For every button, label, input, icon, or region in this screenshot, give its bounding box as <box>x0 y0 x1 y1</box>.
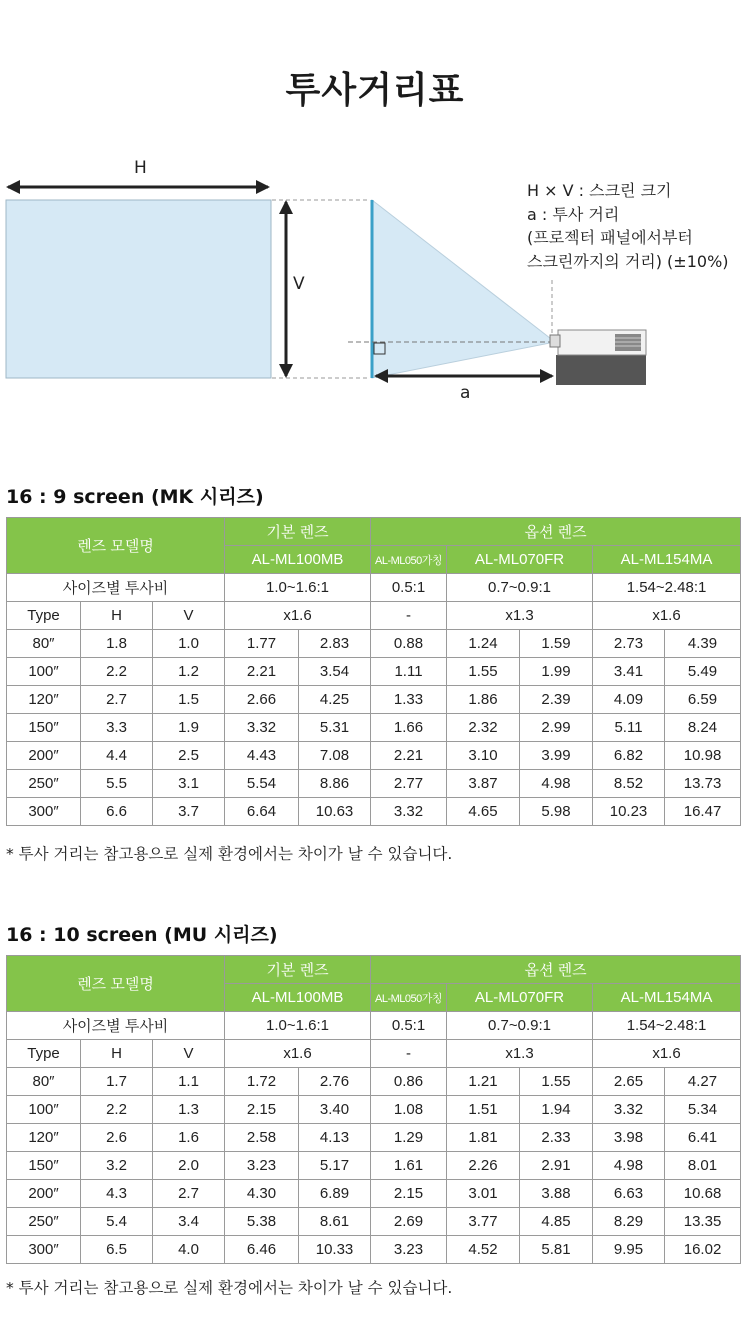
table-cell: 3.4 <box>153 1208 225 1236</box>
screen-size-cell: 100″ <box>7 1096 81 1124</box>
table-cell: 2.0 <box>153 1152 225 1180</box>
table-cell: 5.17 <box>299 1152 371 1180</box>
table-cell: 3.54 <box>299 658 371 686</box>
table-cell: 2.39 <box>520 686 593 714</box>
table-cell: 2.2 <box>81 1096 153 1124</box>
screen-size-cell: 300″ <box>7 1236 81 1264</box>
v-label: V <box>293 274 305 294</box>
table-cell: 6.46 <box>225 1236 299 1264</box>
table-cell: 4.39 <box>665 630 741 658</box>
screen-size-cell: 250″ <box>7 770 81 798</box>
model-header: 렌즈 모델명 <box>7 518 225 574</box>
table-cell: 4.65 <box>447 798 520 826</box>
table-cell: 8.86 <box>299 770 371 798</box>
table-cell: 2.2 <box>81 658 153 686</box>
table-cell: 3.32 <box>225 714 299 742</box>
ratio-label: 사이즈별 투사비 <box>7 574 225 602</box>
model-name: AL-ML154MA <box>593 546 741 574</box>
zoom-value: - <box>371 1040 447 1068</box>
a-label: a <box>460 383 471 403</box>
option-lens-header: 옵션 렌즈 <box>371 956 741 984</box>
ratio-value: 1.0~1.6:1 <box>225 1012 371 1040</box>
table-cell: 2.21 <box>371 742 447 770</box>
table-row <box>7 1208 741 1236</box>
table-cell: 5.81 <box>520 1236 593 1264</box>
table-cell: 0.88 <box>371 630 447 658</box>
table-row <box>7 630 741 658</box>
table-cell: 5.38 <box>225 1208 299 1236</box>
table-cell: 2.91 <box>520 1152 593 1180</box>
table-cell: 10.33 <box>299 1236 371 1264</box>
table-cell: 1.5 <box>153 686 225 714</box>
col-h: H <box>81 602 153 630</box>
table-cell: 1.81 <box>447 1124 520 1152</box>
table-cell: 2.65 <box>593 1068 665 1096</box>
a-arrow-right-head <box>540 369 554 383</box>
col-v: V <box>153 1040 225 1068</box>
table-cell: 2.7 <box>153 1180 225 1208</box>
table-cell: 4.27 <box>665 1068 741 1096</box>
table-cell: 2.77 <box>371 770 447 798</box>
screen-size-cell: 150″ <box>7 1152 81 1180</box>
model-name: AL-ML100MB <box>225 546 371 574</box>
table-cell: 4.09 <box>593 686 665 714</box>
legend-line: (프로젝터 패널에서부터 <box>527 228 693 247</box>
diagram-legend <box>527 179 729 273</box>
table-cell: 1.51 <box>447 1096 520 1124</box>
table-cell: 1.1 <box>153 1068 225 1096</box>
table-cell: 4.25 <box>299 686 371 714</box>
table-cell: 3.77 <box>447 1208 520 1236</box>
zoom-value: - <box>371 602 447 630</box>
table-cell: 2.5 <box>153 742 225 770</box>
table-cell: 1.21 <box>447 1068 520 1096</box>
table-cell: 5.49 <box>665 658 741 686</box>
table-cell: 1.8 <box>81 630 153 658</box>
table-cell: 4.0 <box>153 1236 225 1264</box>
table-cell: 6.82 <box>593 742 665 770</box>
table-cell: 8.61 <box>299 1208 371 1236</box>
screen-size-cell: 80″ <box>7 1068 81 1096</box>
section-title-16-9: 16 : 9 screen (MK 시리즈) <box>6 486 264 508</box>
table-cell: 5.34 <box>665 1096 741 1124</box>
ratio-value: 0.7~0.9:1 <box>447 574 593 602</box>
table-cell: 0.86 <box>371 1068 447 1096</box>
table-cell: 3.23 <box>371 1236 447 1264</box>
table-row <box>7 1152 741 1180</box>
table-cell: 2.66 <box>225 686 299 714</box>
table-cell: 1.86 <box>447 686 520 714</box>
table-cell: 1.77 <box>225 630 299 658</box>
table-row <box>7 1236 741 1264</box>
table-cell: 6.63 <box>593 1180 665 1208</box>
table-row <box>7 798 741 826</box>
table-cell: 1.2 <box>153 658 225 686</box>
ratio-value: 0.5:1 <box>371 1012 447 1040</box>
table-cell: 2.76 <box>299 1068 371 1096</box>
option-lens-header: 옵션 렌즈 <box>371 518 741 546</box>
table-cell: 2.83 <box>299 630 371 658</box>
table-cell: 8.52 <box>593 770 665 798</box>
h-arrow-right-head <box>256 180 270 194</box>
table-cell: 1.61 <box>371 1152 447 1180</box>
table-cell: 3.23 <box>225 1152 299 1180</box>
table-cell: 5.98 <box>520 798 593 826</box>
table-cell: 2.21 <box>225 658 299 686</box>
table-cell: 13.35 <box>665 1208 741 1236</box>
table-cell: 5.4 <box>81 1208 153 1236</box>
table-row <box>7 742 741 770</box>
table-cell: 3.1 <box>153 770 225 798</box>
table-cell: 1.55 <box>520 1068 593 1096</box>
screen-front <box>6 200 271 378</box>
table-cell: 10.63 <box>299 798 371 826</box>
table-cell: 5.5 <box>81 770 153 798</box>
table-cell: 2.58 <box>225 1124 299 1152</box>
throw-distance-table-16-9 <box>6 517 741 826</box>
legend-line: a : 투사 거리 <box>527 204 620 224</box>
table-cell: 10.23 <box>593 798 665 826</box>
col-type: Type <box>7 1040 81 1068</box>
table-cell: 4.52 <box>447 1236 520 1264</box>
section-title-16-10: 16 : 10 screen (MU 시리즈) <box>6 924 278 946</box>
screen-size-cell: 250″ <box>7 1208 81 1236</box>
table-cell: 4.4 <box>81 742 153 770</box>
table-cell: 2.69 <box>371 1208 447 1236</box>
table-cell: 8.24 <box>665 714 741 742</box>
table-cell: 1.29 <box>371 1124 447 1152</box>
ratio-value: 1.54~2.48:1 <box>593 574 741 602</box>
table-cell: 2.33 <box>520 1124 593 1152</box>
page-title: 투사거리표 <box>285 70 465 111</box>
table-cell: 1.72 <box>225 1068 299 1096</box>
zoom-value: x1.3 <box>447 602 593 630</box>
screen-size-cell: 300″ <box>7 798 81 826</box>
table-cell: 1.33 <box>371 686 447 714</box>
table-cell: 1.59 <box>520 630 593 658</box>
ratio-value: 0.7~0.9:1 <box>447 1012 593 1040</box>
table-cell: 8.29 <box>593 1208 665 1236</box>
table-cell: 2.26 <box>447 1152 520 1180</box>
model-name: AL-ML070FR <box>447 546 593 574</box>
table-cell: 10.98 <box>665 742 741 770</box>
model-name: AL-ML154MA <box>593 984 741 1012</box>
table-cell: 1.08 <box>371 1096 447 1124</box>
zoom-value: x1.6 <box>593 602 741 630</box>
screen-size-cell: 120″ <box>7 686 81 714</box>
zoom-value: x1.3 <box>447 1040 593 1068</box>
table-cell: 1.94 <box>520 1096 593 1124</box>
table-cell: 3.10 <box>447 742 520 770</box>
table-cell: 1.99 <box>520 658 593 686</box>
table-cell: 3.3 <box>81 714 153 742</box>
table-row <box>7 686 741 714</box>
v-arrow-top-head <box>279 200 293 214</box>
table-row <box>7 714 741 742</box>
table-cell: 3.99 <box>520 742 593 770</box>
zoom-value: x1.6 <box>225 602 371 630</box>
table-cell: 9.95 <box>593 1236 665 1264</box>
model-name: AL-ML050가칭 <box>371 546 447 574</box>
table-row <box>7 1068 741 1096</box>
ratio-label: 사이즈별 투사비 <box>7 1012 225 1040</box>
model-header: 렌즈 모델명 <box>7 956 225 1012</box>
table-row <box>7 1180 741 1208</box>
table-cell: 3.2 <box>81 1152 153 1180</box>
table-row <box>7 1124 741 1152</box>
ratio-value: 1.54~2.48:1 <box>593 1012 741 1040</box>
screen-size-cell: 120″ <box>7 1124 81 1152</box>
table-row <box>7 658 741 686</box>
table-row <box>7 770 741 798</box>
table-cell: 4.85 <box>520 1208 593 1236</box>
col-h: H <box>81 1040 153 1068</box>
table-cell: 3.88 <box>520 1180 593 1208</box>
table-cell: 10.68 <box>665 1180 741 1208</box>
table-cell: 4.30 <box>225 1180 299 1208</box>
table-cell: 5.11 <box>593 714 665 742</box>
table-cell: 3.01 <box>447 1180 520 1208</box>
zoom-value: x1.6 <box>593 1040 741 1068</box>
zoom-value: x1.6 <box>225 1040 371 1068</box>
footnote-16-9: * 투사 거리는 참고용으로 실제 환경에서는 차이가 날 수 있습니다. <box>6 845 453 863</box>
table-cell: 2.15 <box>225 1096 299 1124</box>
table-cell: 2.6 <box>81 1124 153 1152</box>
table-cell: 4.3 <box>81 1180 153 1208</box>
model-name: AL-ML070FR <box>447 984 593 1012</box>
table-cell: 3.87 <box>447 770 520 798</box>
screen-size-cell: 200″ <box>7 742 81 770</box>
basic-lens-header: 기본 렌즈 <box>225 518 371 546</box>
table-cell: 4.98 <box>520 770 593 798</box>
table-cell: 5.54 <box>225 770 299 798</box>
table-cell: 2.73 <box>593 630 665 658</box>
legend-line: 스크린까지의 거리) (±10%) <box>527 251 729 271</box>
table-cell: 7.08 <box>299 742 371 770</box>
h-arrow-left-head <box>6 180 20 194</box>
projector-icon <box>550 330 646 385</box>
table-cell: 6.64 <box>225 798 299 826</box>
table-cell: 16.47 <box>665 798 741 826</box>
table-cell: 1.6 <box>153 1124 225 1152</box>
table-cell: 2.32 <box>447 714 520 742</box>
throw-distance-table-16-10 <box>6 955 741 1264</box>
h-label: H <box>134 158 147 178</box>
ratio-value: 0.5:1 <box>371 574 447 602</box>
table-cell: 2.15 <box>371 1180 447 1208</box>
table-cell: 1.11 <box>371 658 447 686</box>
table-cell: 6.5 <box>81 1236 153 1264</box>
table-cell: 1.24 <box>447 630 520 658</box>
table-cell: 6.89 <box>299 1180 371 1208</box>
table-cell: 4.13 <box>299 1124 371 1152</box>
v-arrow-bottom-head <box>279 364 293 378</box>
table-cell: 1.66 <box>371 714 447 742</box>
basic-lens-header: 기본 렌즈 <box>225 956 371 984</box>
table-cell: 6.59 <box>665 686 741 714</box>
screen-size-cell: 100″ <box>7 658 81 686</box>
table-cell: 8.01 <box>665 1152 741 1180</box>
table-cell: 3.98 <box>593 1124 665 1152</box>
table-row <box>7 1096 741 1124</box>
table-cell: 16.02 <box>665 1236 741 1264</box>
table-cell: 4.43 <box>225 742 299 770</box>
table-cell: 2.99 <box>520 714 593 742</box>
table-cell: 1.9 <box>153 714 225 742</box>
table-cell: 3.32 <box>593 1096 665 1124</box>
col-v: V <box>153 602 225 630</box>
table-cell: 3.41 <box>593 658 665 686</box>
table-cell: 6.6 <box>81 798 153 826</box>
footnote-16-10: * 투사 거리는 참고용으로 실제 환경에서는 차이가 날 수 있습니다. <box>6 1279 453 1297</box>
table-cell: 2.7 <box>81 686 153 714</box>
table-cell: 13.73 <box>665 770 741 798</box>
table-cell: 3.7 <box>153 798 225 826</box>
table-cell: 3.32 <box>371 798 447 826</box>
screen-size-cell: 150″ <box>7 714 81 742</box>
table-cell: 1.7 <box>81 1068 153 1096</box>
screen-size-cell: 80″ <box>7 630 81 658</box>
model-name: AL-ML100MB <box>225 984 371 1012</box>
table-cell: 1.55 <box>447 658 520 686</box>
table-cell: 3.40 <box>299 1096 371 1124</box>
col-type: Type <box>7 602 81 630</box>
table-cell: 6.41 <box>665 1124 741 1152</box>
model-name: AL-ML050가칭 <box>371 984 447 1012</box>
ratio-value: 1.0~1.6:1 <box>225 574 371 602</box>
table-cell: 5.31 <box>299 714 371 742</box>
table-cell: 1.0 <box>153 630 225 658</box>
legend-line: H × V : 스크린 크기 <box>527 181 672 200</box>
table-cell: 4.98 <box>593 1152 665 1180</box>
table-cell: 1.3 <box>153 1096 225 1124</box>
screen-size-cell: 200″ <box>7 1180 81 1208</box>
